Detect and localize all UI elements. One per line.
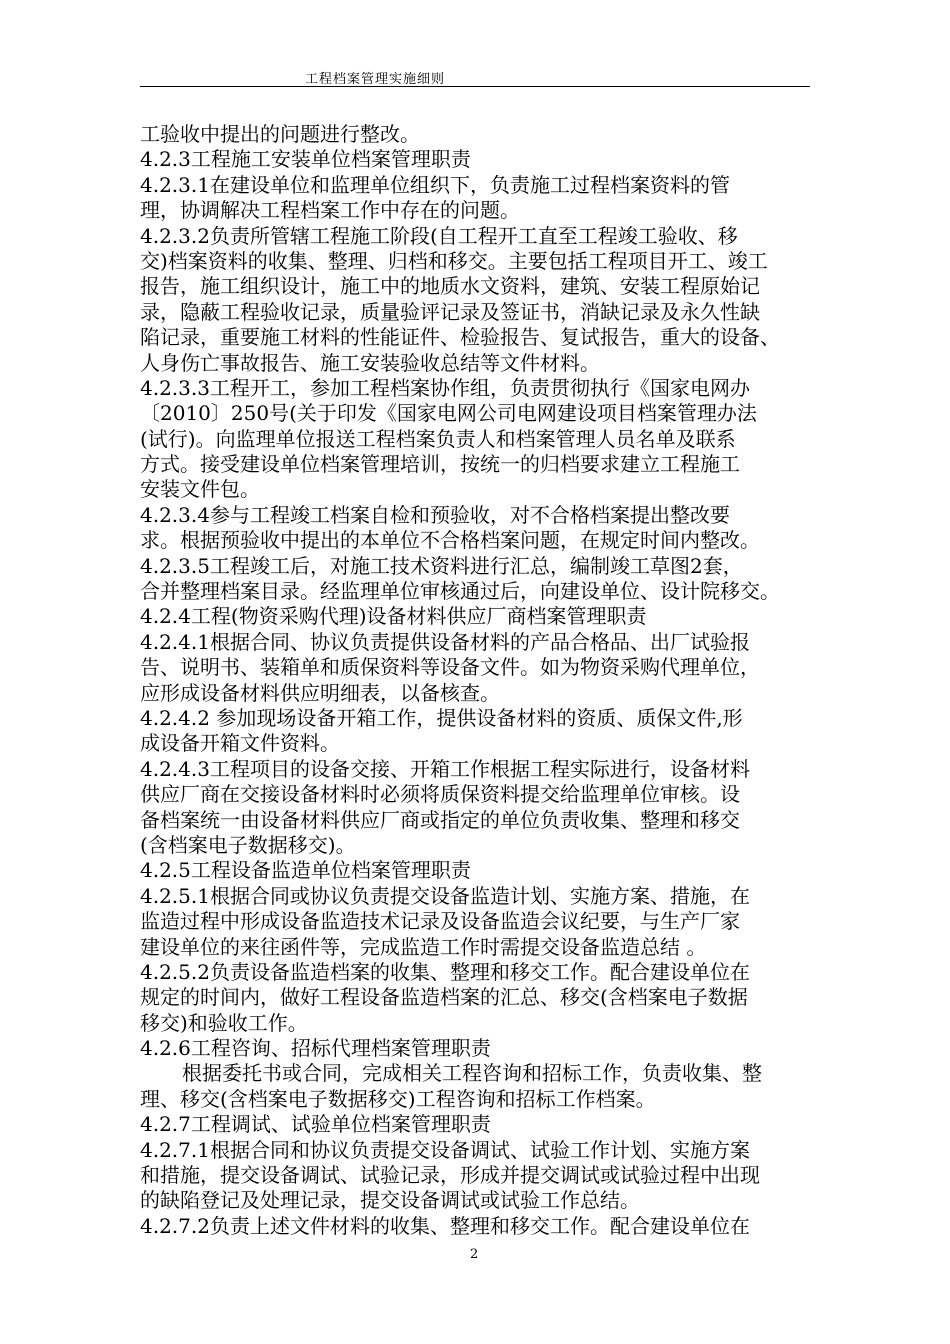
text-line: 供应厂商在交接设备材料时必须将质保资料提交给监理单位审核。设 xyxy=(140,782,740,807)
text-line: 求。根据预验收中提出的本单位不合格档案问题，在规定时间内整改。 xyxy=(140,528,760,553)
page-number: 2 xyxy=(470,1247,479,1262)
text-line: 成设备开箱文件资料。 xyxy=(140,731,340,756)
text-line: 和措施，提交设备调试、试验记录，形成并提交调试或试验过程中出现 xyxy=(140,1163,760,1188)
section-heading: 4.2.4工程(物资采购代理)设备材料供应厂商档案管理职责 xyxy=(140,604,647,629)
text-line: 监造过程中形成设备监造技术记录及设备监造会议纪要，与生产厂家 xyxy=(140,909,740,934)
text-line: 交)档案资料的收集、整理、归档和移交。主要包括工程项目开工、竣工 xyxy=(140,248,768,273)
header-rule xyxy=(140,86,810,87)
section-heading: 4.2.6工程咨询、招标代理档案管理职责 xyxy=(140,1036,491,1061)
text-line: 〔2010〕250号(关于印发《国家电网公司电网建设项目档案管理办法 xyxy=(140,401,757,426)
text-line: 4.2.4.2 参加现场设备开箱工作，提供设备材料的资质、质保文件,形 xyxy=(140,705,743,730)
text-line: 4.2.3.1在建设单位和监理单位组织下，负责施工过程档案资料的管 xyxy=(140,172,730,197)
text-line: 录，隐蔽工程验收记录，质量验评记录及签证书，消缺记录及永久性缺 xyxy=(140,299,760,324)
text-line: 理，协调解决工程档案工作中存在的问题。 xyxy=(140,198,520,223)
text-line: 根据委托书或合同，完成相关工程咨询和招标工作，负责收集、整 xyxy=(182,1061,762,1086)
section-heading: 4.2.3工程施工安装单位档案管理职责 xyxy=(140,147,471,172)
text-line: (含档案电子数据移交)。 xyxy=(140,832,356,857)
text-line: 4.2.3.5工程竣工后，对施工技术资料进行汇总，编制竣工草图2套， xyxy=(140,553,743,578)
text-line: 4.2.5.2负责设备监造档案的收集、整理和移交工作。配合建设单位在 xyxy=(140,959,750,984)
text-line: 告、说明书、装箱单和质保资料等设备文件。如为物资采购代理单位， xyxy=(140,655,760,680)
text-line: 陷记录，重要施工材料的性能证件、检验报告、复试报告，重大的设备、 xyxy=(140,325,780,350)
text-line: 方式。接受建设单位档案管理培训，按统一的归档要求建立工程施工 xyxy=(140,452,740,477)
text-line: 人身伤亡事故报告、施工安装验收总结等文件材料。 xyxy=(140,350,600,375)
section-heading: 4.2.5工程设备监造单位档案管理职责 xyxy=(140,858,471,883)
text-line: 4.2.4.1根据合同、协议负责提供设备材料的产品合格品、出厂试验报 xyxy=(140,629,750,654)
text-line: 工验收中提出的问题进行整改。 xyxy=(140,122,420,146)
body-text xyxy=(140,122,812,1239)
text-line: 4.2.7.2负责上述文件材料的收集、整理和移交工作。配合建设单位在 xyxy=(140,1213,750,1238)
text-line: 4.2.3.4参与工程竣工档案自检和预验收，对不合格档案提出整改要 xyxy=(140,502,730,527)
text-line: 理、移交(含档案电子数据移交)工程咨询和招标工作档案。 xyxy=(140,1086,656,1111)
text-line: 应形成设备材料供应明细表，以备核查。 xyxy=(140,680,500,705)
text-line: 移交)和验收工作。 xyxy=(140,1010,308,1035)
text-line: 备档案统一由设备材料供应厂商或指定的单位负责收集、整理和移交 xyxy=(140,807,740,832)
text-line: 4.2.3.2负责所管辖工程施工阶段(自工程开工直至工程竣工验收、移 xyxy=(140,223,738,248)
section-heading: 4.2.7工程调试、试验单位档案管理职责 xyxy=(140,1112,491,1137)
text-line: 规定的时间内，做好工程设备监造档案的汇总、移交(含档案电子数据 xyxy=(140,985,748,1010)
text-line: 4.2.3.3工程开工，参加工程档案协作组，负责贯彻执行《国家电网办 xyxy=(140,375,750,400)
text-line: 4.2.4.3工程项目的设备交接、开箱工作根据工程实际进行，设备材料 xyxy=(140,756,750,781)
text-line: 的缺陷登记及处理记录，提交设备调试或试验工作总结。 xyxy=(140,1188,640,1213)
text-line: 合并整理档案目录。经监理单位审核通过后，向建设单位、设计院移交。 xyxy=(140,579,780,604)
text-line: 4.2.7.1根据合同和协议负责提交设备调试、试验工作计划、实施方案 xyxy=(140,1137,750,1162)
running-header: 工程档案管理实施细则 xyxy=(305,72,446,87)
text-line: (试行)。向监理单位报送工程档案负责人和档案管理人员名单及联系 xyxy=(140,426,736,451)
text-line: 安装文件包。 xyxy=(140,477,260,502)
text-line: 报告，施工组织设计，施工中的地质水文资料，建筑、安装工程原始记 xyxy=(140,274,760,299)
text-line: 建设单位的来往函件等，完成监造工作时需提交设备监造总结 。 xyxy=(140,934,707,959)
text-line: 4.2.5.1根据合同或协议负责提交设备监造计划、实施方案、措施，在 xyxy=(140,883,750,908)
